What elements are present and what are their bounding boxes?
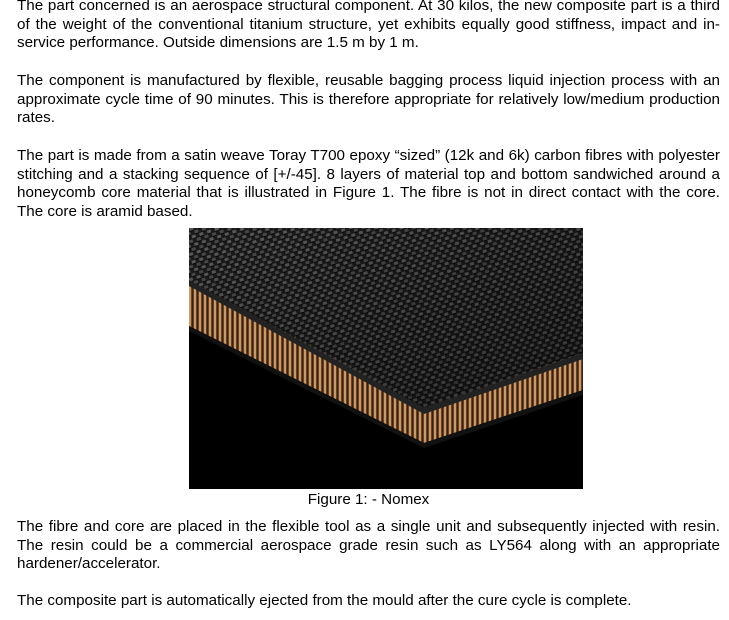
paragraph-1: The part concerned is an aerospace structural component. At 30 kilos, the new composite part is a third of the weight of the conventional titanium structure, yet exhibits equally good stiffness, impact and in-service performance. Outside dimensions are 1.5 m by 1 m. — [17, 0, 720, 51]
paragraph-3: The part is made from a satin weave Toray T700 epoxy “sized” (12k and 6k) carbon fibres with polyester stitching and a stacking sequence of [+/-45]. 8 layers of material top and bottom sandwiched around a honeycomb core material that is illustrated in Figure 1. The fibre is not in direct contact with the core. The core is aramid based. — [17, 147, 720, 220]
figure-nomex-image — [189, 228, 583, 489]
paragraph-5: The composite part is automatically ejected from the mould after the cure cycle is complete. — [17, 592, 632, 609]
paragraph-2: The component is manufactured by flexible, reusable bagging process liquid injection process with an approximate cycle time of 90 minutes. This is therefore appropriate for relatively low/medium production rates. — [17, 72, 720, 126]
paragraph-4: The fibre and core are placed in the flexible tool as a single unit and subsequently injected with resin. The resin could be a commercial aerospace grade resin such as LY564 along with an appropriate hardener/accelerator. — [17, 518, 720, 572]
figure-caption: Figure 1: - Nomex — [307, 491, 430, 508]
